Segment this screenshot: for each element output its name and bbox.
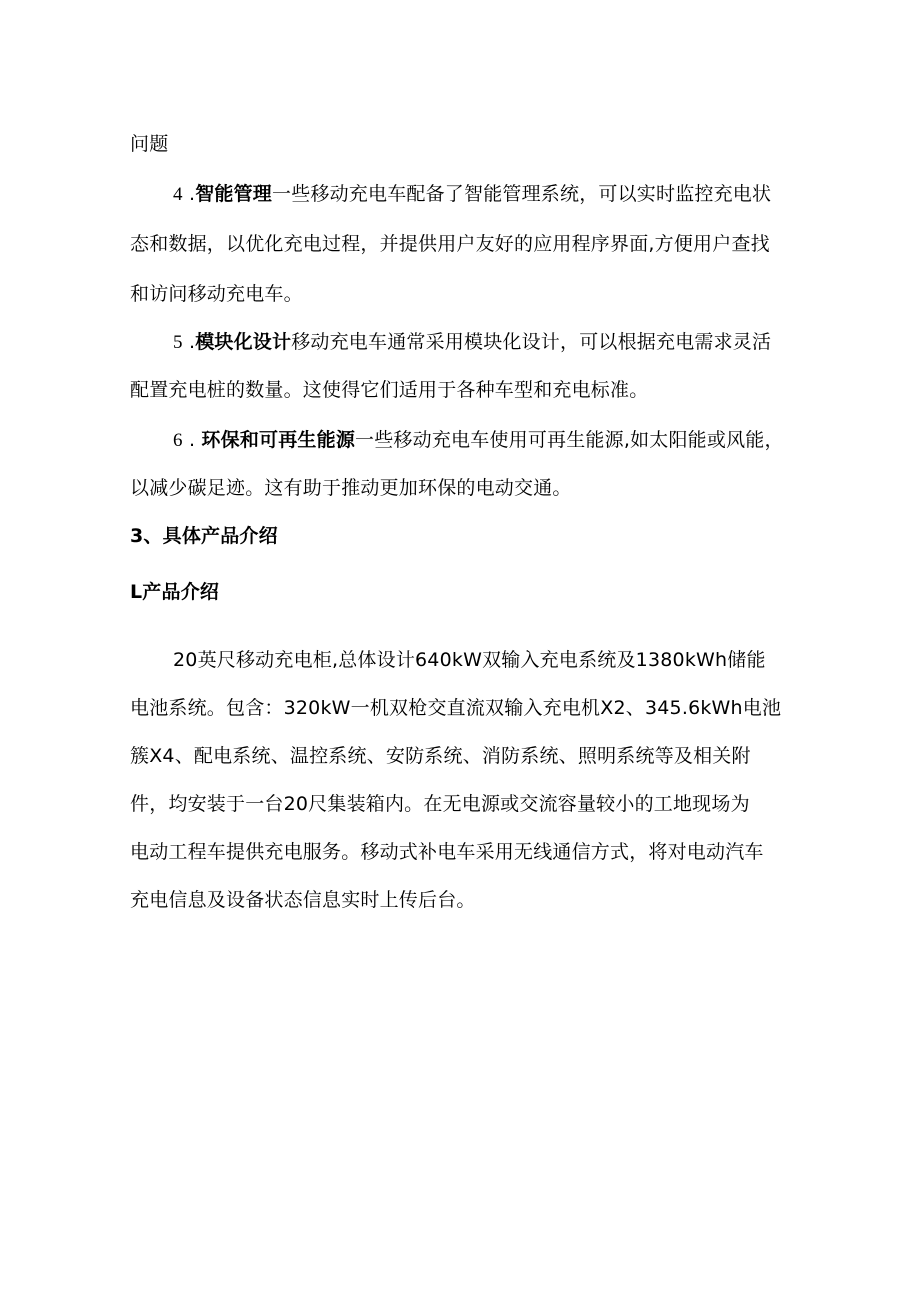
text-line-1: 问题 (130, 133, 169, 155)
item-title-modular-design: 模块化设计 (195, 331, 292, 353)
text-line-8: 以减少碳足迹。这有助于推动更加环保的电动交通。 (130, 477, 572, 499)
subsection-heading-product-intro: L产品介绍 (130, 581, 220, 603)
paragraph-line-5: 电动工程车提供充电服务。移动式补电车采用无线通信方式，将对电动汽车 (130, 841, 764, 863)
text-line-6: 配置充电桩的数量。这使得它们适用于各种车型和充电标准。 (130, 379, 649, 401)
text-line-4: 和访问移动充电车。 (130, 283, 303, 305)
text-line-3: 态和数据，以优化充电过程，并提供用户友好的应用程序界面,方便用户查找 (130, 233, 770, 255)
paragraph-line-3: 簇X4、配电系统、温控系统、安防系统、消防系统、照明系统等及相关附 (130, 745, 751, 767)
item-number-4: 4 (173, 184, 183, 205)
item-dot-6: . (182, 429, 202, 451)
section-heading-products: 3、具体产品介绍 (130, 525, 278, 547)
item-text-5: 移动充电车通常采用模块化设计，可以根据充电需求灵活 (291, 331, 772, 353)
item-number-6: 6 (173, 430, 183, 451)
paragraph-line-1: 20英尺移动充电柜,总体设计640kW双输入充电系统及1380kWh储能 (173, 649, 766, 671)
list-item-4 (173, 182, 771, 207)
item-text-4: 一些移动充电车配备了智能管理系统，可以实时监控充电状 (272, 183, 772, 205)
item-title-renewable-energy: 环保和可再生能源 (201, 429, 356, 451)
item-text-6: 一些移动充电车使用可再生能源,如太阳能或风能， (355, 429, 784, 451)
item-dot-5: . (182, 331, 196, 353)
item-dot-4: . (182, 183, 196, 205)
list-item-5 (173, 330, 771, 355)
paragraph-line-4: 件，均安装于一台20尺集装箱内。在无电源或交流容量较小的工地现场为 (130, 793, 750, 815)
paragraph-line-6: 充电信息及设备状态信息实时上传后台。 (130, 889, 476, 911)
item-number-5: 5 (173, 332, 183, 353)
paragraph-line-2: 电池系统。包含：320kW一机双枪交直流双输入充电机X2、345.6kWh电池 (130, 697, 782, 719)
item-title-smart-management: 智能管理 (195, 183, 272, 205)
list-item-6 (173, 428, 784, 453)
